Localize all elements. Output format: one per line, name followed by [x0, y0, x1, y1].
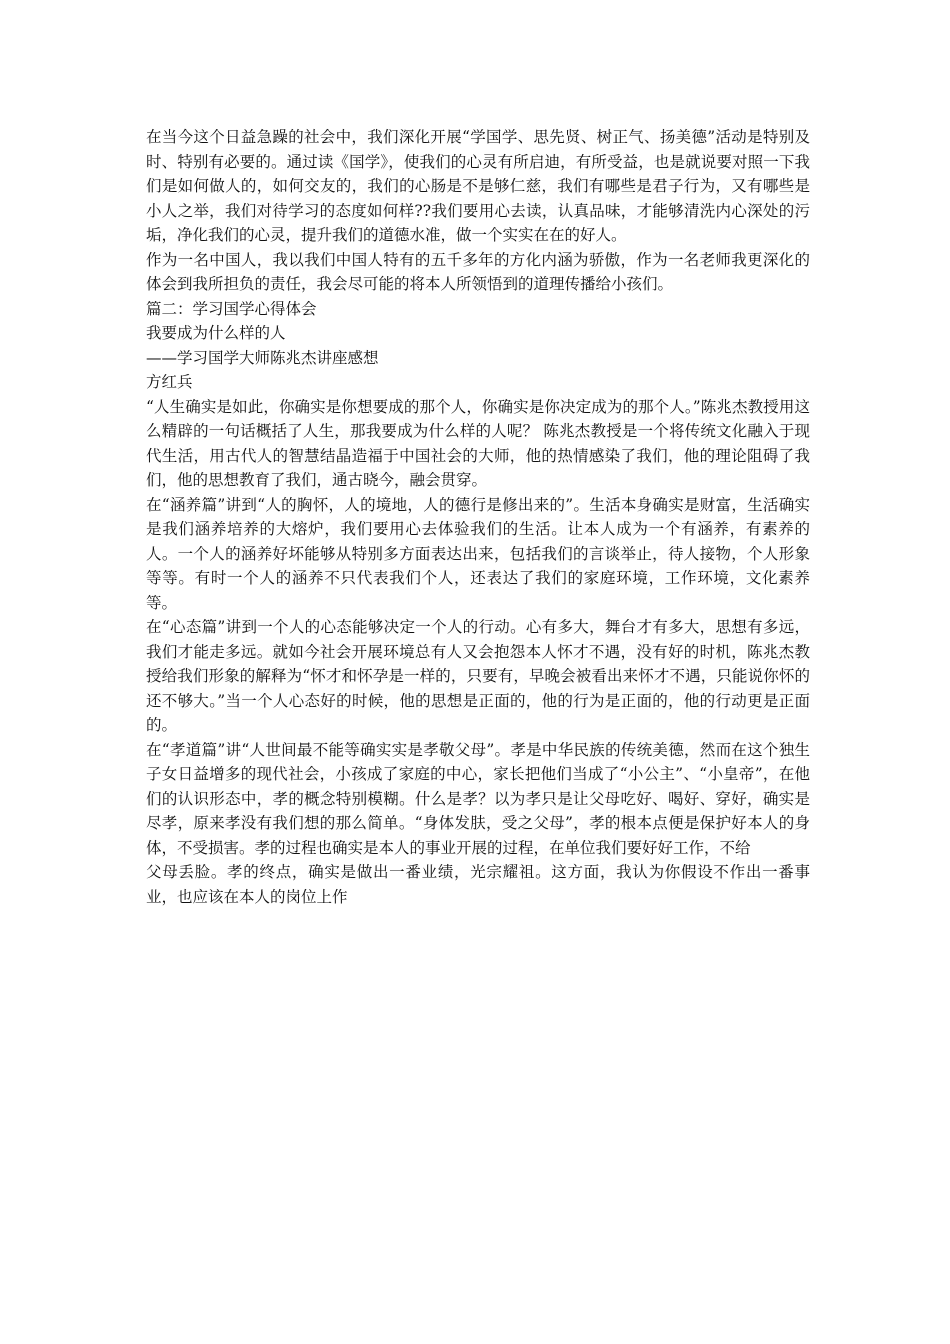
- paragraph-filial-piety: 在“孝道篇”讲“人世间最不能等确实实是孝敬父母”。孝是中华民族的传统美德，然而在这个独生子女日益增多的现代社会，小孩成了家庭的中心，家长把他们当成了“小公主”、“小皇帝”，在他们的认识形态中，孝的概念特别模糊。什么是孝？以为孝只是让父母吃好、喝好、穿好，确实是尽孝，原来孝没有我们想的那么简单。“身体发肤，受之父母”，孝的根本点便是保护好本人的身体，不受损害。孝的过程也确实是本人的事业开展的过程，在单位我们要好好工作，不给: [146, 740, 810, 857]
- paragraph-mindset: 在“心态篇”讲到一个人的心态能够决定一个人的行动。心有多大，舞台才有多大，思想有多远，我们才能走多远。就如今社会开展环境总有人又会抱怨本人怀才不遇，没有好的时机，陈兆杰教授给我们形象的解释为“怀才和怀孕是一样的，只要有，早晚会被看出来怀才不遇，只能说你怀的还不够大。”当一个人心态好的时候，他的思想是正面的，他的行为是正面的，他的行动更是正面的。: [146, 618, 810, 734]
- paragraph-intro: 在当今这个日益急躁的社会中，我们深化开展“学国学、思先贤、树正气、扬美德”活动是特别及时、特别有必要的。通过读《国学》，使我们的心灵有所启迪，有所受益，也是就说要对照一下我们是如何做人的，如何交友的，我们的心肠是不是够仁慈，我们有哪些是君子行为，又有哪些是小人之举，我们对待学习的态度如何样??我们要用心去读，认真品味，才能够清洗内心深处的污垢，净化我们的心灵，提升我们的道德水准，做一个实实在在的好人。: [146, 128, 810, 244]
- article-title: 我要成为什么样的人: [146, 324, 286, 342]
- article-subtitle: ——学习国学大师陈兆杰讲座感想: [146, 348, 379, 367]
- paragraph-continuation: 父母丢脸。孝的终点，确实是做出一番业绩，光宗耀祖。这方面，我认为你假设不作出一番事业，也应该在本人的岗位上作: [146, 863, 810, 906]
- paragraph-chinese-teacher: 作为一名中国人，我以我们中国人特有的五千多年的方化内涵为骄傲，作为一名老师我更深化的体会到我所担负的责任，我会尽可能的将本人所领悟到的道理传播给小孩们。: [146, 250, 810, 293]
- document-body: [146, 125, 810, 909]
- paragraph-quote: “人生确实是如此，你确实是你想要成的那个人，你确实是你决定成为的那个人。”陈兆杰教授用这么精辟的一句话概括了人生，那我要成为什么样的人呢？ 陈兆杰教授是一个将传统文化融入于现代生活，用古代人的智慧结晶造福于中国社会的大师，他的热情感染了我们，他的理论阻碍了我们，他的思想教育了我们，通古晓今，融会贯穿。: [146, 397, 810, 489]
- article-author: 方红兵: [146, 373, 193, 391]
- paragraph-cultivation: 在“涵养篇”讲到“人的胸怀，人的境地，人的德行是修出来的”。生活本身确实是财富，生活确实是我们涵养培养的大熔炉，我们要用心去体验我们的生活。让本人成为一个有涵养，有素养的人。一个人的涵养好坏能够从特别多方面表达出来，包括我们的言谈举止，待人接物，个人形象等等。有时一个人的涵养不只代表我们个人，还表达了我们的家庭环境，工作环境，文化素养等。: [146, 495, 810, 612]
- section-heading: 篇二：学习国学心得体会: [146, 299, 317, 318]
